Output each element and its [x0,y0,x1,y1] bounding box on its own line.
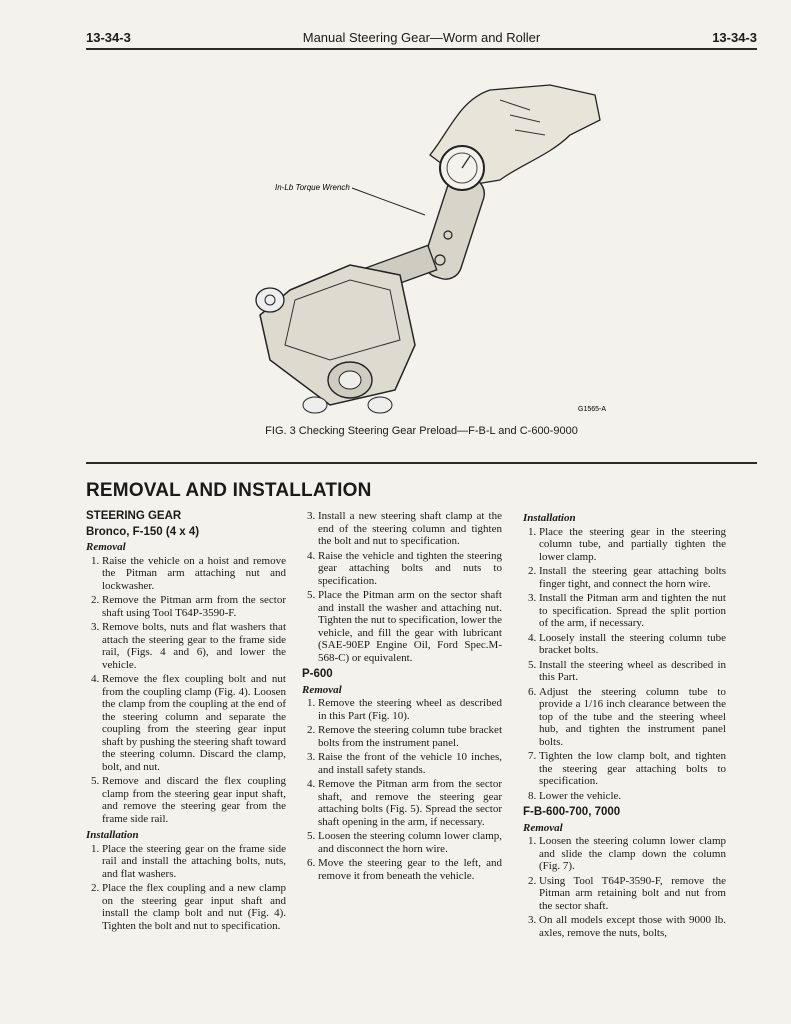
heading-fb600: F-B-600-700, 7000 [523,806,621,818]
step: 4. Remove the Pitman arm from the sector shaft, and remove the steering gear attaching bolts (Fig. 5). Spread the sector shaft opening in the arm, if necessary. [318,778,502,828]
step: 8. Lower the vehicle. [539,790,726,803]
step: 3. Raise the front of the vehicle 10 inches, and install safety stands. [318,751,502,776]
step: 2. Remove the Pitman arm from the sector shaft using Tool T64P-3590-F. [102,594,286,619]
step: 2. Install the steering gear attaching bolts finger tight, and connect the horn wire. [539,565,726,590]
figure-3 [200,60,620,420]
installation-steps [523,526,726,803]
subheading-bronco: Bronco, F-150 (4 x 4) [86,525,200,538]
page-header [86,30,757,48]
step: 1. Place the steering gear in the steering column tube, and partially tighten the lower clamp. [539,526,726,564]
figure-caption: FIG. 3 Checking Steering Gear Preload—F-B-L and C-600-9000 [265,425,578,437]
column-3 [523,510,726,943]
removal-label: Removal [302,683,342,696]
installation-steps-cont [302,510,502,664]
installation-label: Installation [523,512,576,524]
header-rule [86,48,757,50]
steering-gear-illustration [200,60,620,420]
step: 6. Adjust the steering column tube to provide a 1/16 inch clearance between the top of the tube and the steering wheel hub, and tighten the instrument panel bolts. [539,686,726,749]
step: 3. Remove bolts, nuts and flat washers that attach the steering gear to the frame side rail, (Figs. 4 and 6), and lower the vehicle. [102,621,286,671]
callout-label: In-Lb Torque Wrench [275,183,350,192]
section-title: REMOVAL AND INSTALLATION [86,480,372,501]
running-title: Manual Steering Gear—Worm and Roller [302,30,541,45]
step: 4. Loosely install the steering column tube bracket bolts. [539,632,726,657]
step: 4. Remove the flex coupling bolt and nut from the coupling clamp (Fig. 4). Loosen the clamp from the coupling at the end of the steering column and separate the coupling from the steering gear input shaft by pushing the steering shaft toward the steering column. Discard the clamp, bolt, and nut. [102,673,286,773]
step: 3. Install a new steering shaft clamp at the end of the steering column and tighten the bolt and nut to specification. [318,510,502,548]
column-2 [302,510,502,886]
step: 5. Remove and discard the flex coupling clamp from the steering gear input shaft, and remove the steering gear from the frame side rail. [102,775,286,825]
installation-steps [86,843,286,933]
step: 2. Using Tool T64P-3590-F, remove the Pitman arm retaining bolt and nut from the sector shaft. [539,875,726,913]
heading-p600: P-600 [302,668,333,680]
heading-steering-gear: STEERING GEAR [86,510,182,522]
column-1 [86,510,286,936]
step: 1. Place the steering gear on the frame side rail and install the attaching bolts, nuts, and flat washers. [102,843,286,881]
removal-label: Removal [86,541,126,553]
step: 5. Loosen the steering column lower clamp, and disconnect the horn wire. [318,830,502,855]
step: 7. Tighten the low clamp bolt, and tighten the steering gear attaching bolts to specification. [539,750,726,788]
page-number-right: 13-34-3 [712,30,757,45]
step: 3. Install the Pitman arm and tighten the nut to specification. Spread the split portion of the arm, if necessary. [539,592,726,630]
removal-steps [86,555,286,826]
step: 3. On all models except those with 9000 lb. axles, remove the nuts, bolts, [539,914,726,939]
step: 2. Place the flex coupling and a new clamp on the steering gear input shaft and install the clamp bolt and nut (Fig. 4). Tighten the bolt and nut to specification. [102,882,286,932]
section-rule [86,462,757,464]
removal-steps [302,697,502,882]
step: 5. Install the steering wheel as described in this Part. [539,659,726,684]
step: 2. Remove the steering column tube bracket bolts from the instrument panel. [318,724,502,749]
removal-steps [523,835,726,939]
figure-code: G1565-A [578,406,607,413]
installation-label: Installation [86,829,139,841]
step: 1. Loosen the steering column lower clamp and slide the clamp down the column (Fig. 7). [539,835,726,873]
removal-label: Removal [523,821,563,834]
step: 5. Place the Pitman arm on the sector shaft and install the washer and attaching nut. Tighten the nut to specification, lower the vehicle, and fill the gear with lubricant (SAE-90EP Engine Oil, Ford Spec.M-568-C) or equivalent. [318,589,502,664]
step: 1. Remove the steering wheel as described in this Part (Fig. 10). [318,697,502,722]
step: 6. Move the steering gear to the left, and remove it from beneath the vehicle. [318,857,502,882]
step: 4. Raise the vehicle and tighten the steering gear attaching bolts and nuts to specification. [318,550,502,588]
page-number-left: 13-34-3 [86,30,131,45]
step: 1. Raise the vehicle on a hoist and remove the Pitman arm attaching nut and lockwasher. [102,555,286,593]
